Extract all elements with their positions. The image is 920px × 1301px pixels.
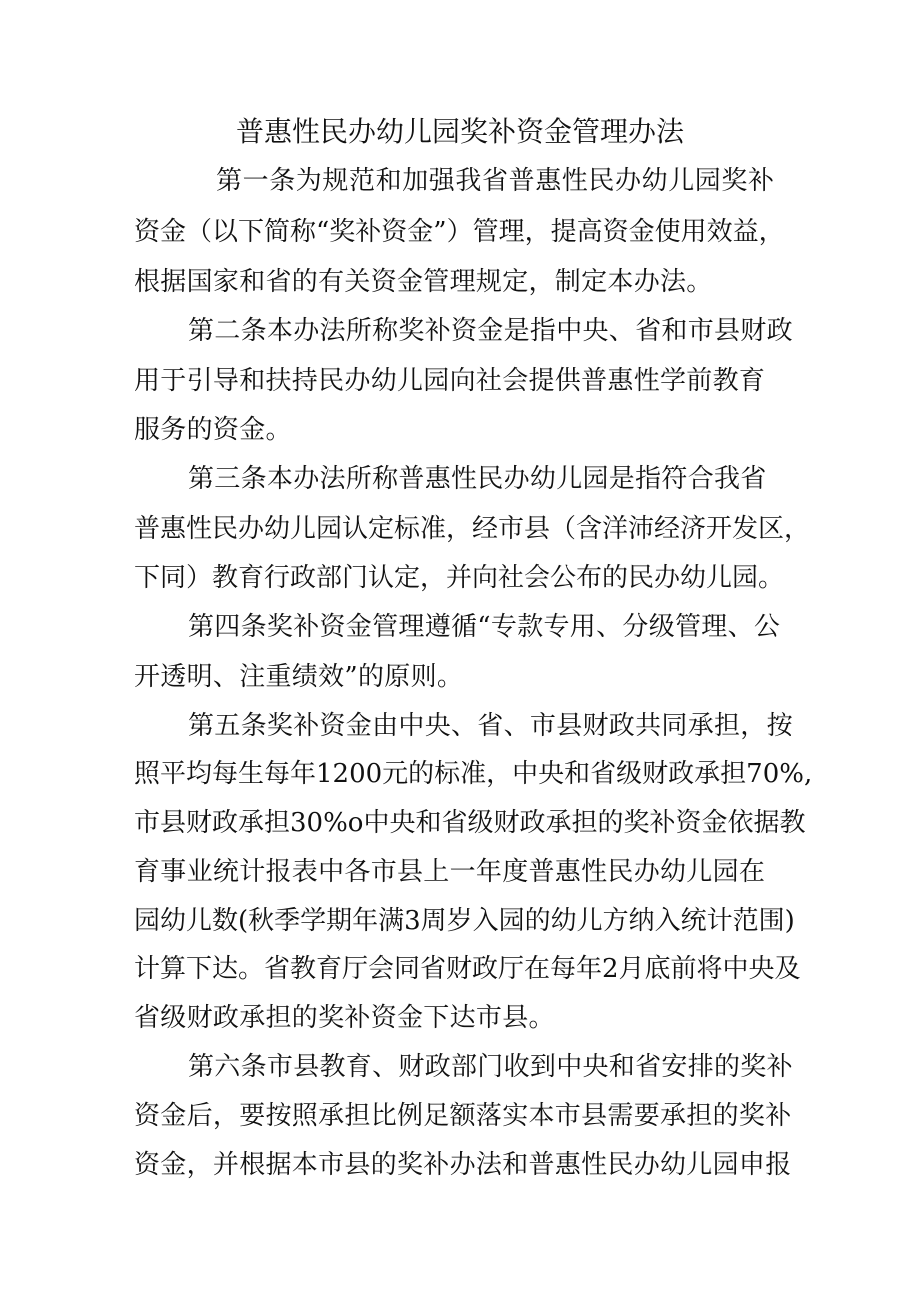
article-5-line-4: 育事业统计报表中各市县上一年度普惠性民办幼儿园在 xyxy=(134,857,766,887)
article-2-line-2: 用于引导和扶持民办幼儿园向社会提供普惠性学前教育 xyxy=(134,366,766,396)
article-6-line-3: 资金，并根据本市县的奖补办法和普惠性民办幼儿园申报 xyxy=(134,1150,792,1180)
page-title: 普惠性民办幼儿园奖补资金管理办法 xyxy=(235,115,684,148)
article-3-line-1: 第三条本办法所称普惠性民办幼儿园是指符合我省 xyxy=(188,464,767,494)
article-5-line-7: 省级财政承担的奖补资金下达市县。 xyxy=(134,1003,555,1033)
article-4-line-2: 开透明、注重绩效”的原则。 xyxy=(134,662,464,692)
article-5-line-1: 第五条奖补资金由中央、省、市县财政共同承担，按 xyxy=(188,711,793,741)
article-1-line-1: 第一条为规范和加强我省普惠性民办幼儿园奖补 xyxy=(216,166,775,196)
article-4-line-1: 第四条奖补资金管理遵循“专款专用、分级管理、公 xyxy=(188,612,781,642)
article-5-line-5: 园幼儿数(秋季学期年满3周岁入园的幼儿方纳入统计范围) xyxy=(134,906,795,936)
article-3-line-2: 普惠性民办幼儿园认定标准，经市县（含洋沛经济开发区， xyxy=(134,514,811,544)
article-1-line-2: 资金（以下简称“奖补资金”）管理，提高资金使用效益， xyxy=(134,217,785,247)
article-6-line-2: 资金后，要按照承担比例足额落实本市县需要承担的奖补 xyxy=(134,1101,792,1131)
article-6-line-1: 第六条市县教育、财政部门收到中央和省安排的奖补 xyxy=(188,1052,793,1082)
article-5-line-2: 照平均每生每年1200元的标准，中央和省级财政承担70%, xyxy=(134,759,813,789)
article-2-line-1: 第二条本办法所称奖补资金是指中央、省和市县财政 xyxy=(188,316,793,346)
article-5-line-3: 市县财政承担30%o中央和省级财政承担的奖补资金依据教 xyxy=(134,808,806,838)
article-5-line-6: 计算下达。省教育厅会同省财政厅在每年2月底前将中央及 xyxy=(134,954,801,984)
article-3-line-3: 下同）教育行政部门认定，并向社会公布的民办幼儿园。 xyxy=(134,563,785,593)
article-1-line-3: 根据国家和省的有关资金管理规定，制定本办法。 xyxy=(134,267,713,297)
article-2-line-3: 服务的资金。 xyxy=(134,415,292,445)
